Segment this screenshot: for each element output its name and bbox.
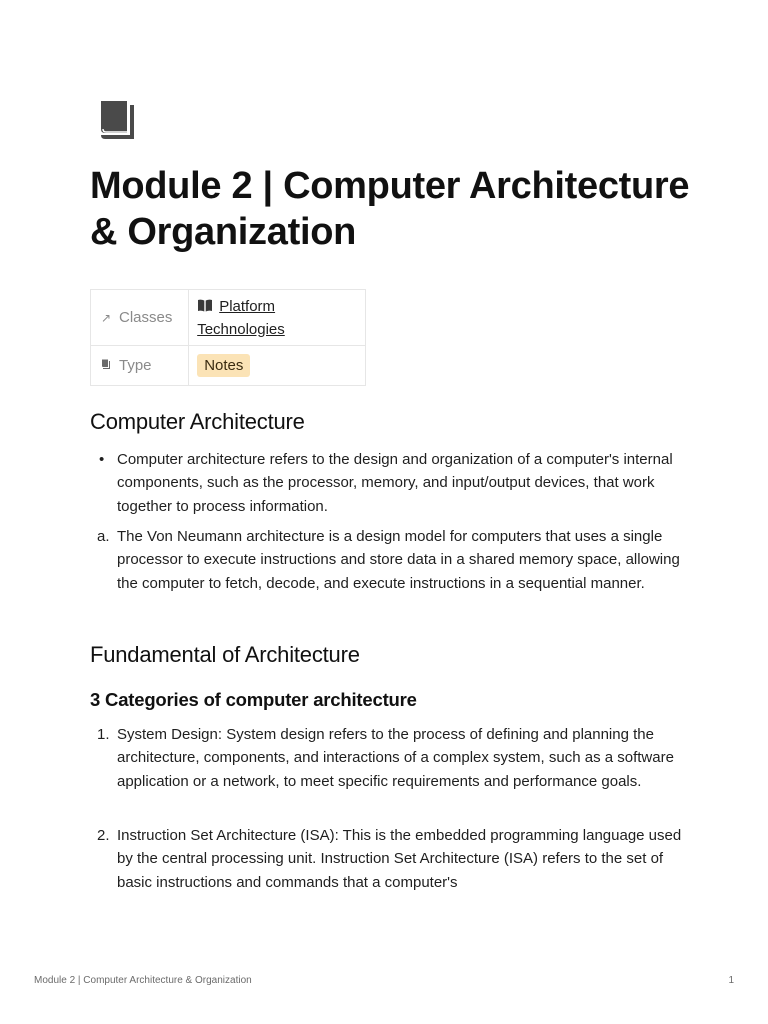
- lettered-item: The Von Neumann architecture is a design model for computers that uses a single processor to execute instructions and store data in a shared memory space, allowing the computer to fetch, decode, and execute instructions in a sequential manner.: [117, 528, 680, 592]
- footer-title: Module 2 | Computer Architecture & Organization: [34, 975, 252, 986]
- list-marker: 1.: [97, 726, 110, 743]
- page-title: Module 2 | Computer Architecture & Organization: [90, 165, 690, 253]
- type-badge[interactable]: Notes: [197, 354, 250, 377]
- numbered-item: System Design: System design refers to the process of defining and planning the architecture, components, and interactions of a complex system, such as a software application or a network, to meet specific requirements and performance goals.: [117, 726, 674, 790]
- property-name: Type: [119, 357, 152, 374]
- section-heading-fundamental: Fundamental of Architecture: [90, 642, 360, 667]
- list-marker: a.: [97, 528, 110, 545]
- classes-relation-link[interactable]: Platform Technologies: [197, 297, 285, 338]
- book-icon: [101, 359, 113, 373]
- relation-arrow-icon: ↗: [101, 311, 112, 326]
- numbered-item: Instruction Set Architecture (ISA): This is the embedded programming language used by the central processing unit. Instruction Set Architecture (ISA) refers to the set of basic instructions and commands that a computer's: [117, 827, 682, 891]
- bullet-item: Computer architecture refers to the design and organization of a computer's internal components, such as the processor, memory, and input/output devices, that work together to process information.: [117, 451, 673, 515]
- page-number: 1: [728, 975, 734, 986]
- list-marker: 2.: [97, 827, 110, 844]
- property-row-type: [91, 346, 366, 386]
- open-book-icon: [197, 299, 213, 312]
- book-icon: [97, 99, 137, 143]
- property-name: Classes: [119, 309, 173, 326]
- subheading-categories: 3 Categories of computer architecture: [90, 689, 417, 710]
- property-row-classes: [91, 290, 366, 346]
- properties-table: [90, 289, 366, 386]
- section-heading-computer-architecture: Computer Architecture: [90, 409, 305, 434]
- bullet-marker: •: [99, 451, 105, 468]
